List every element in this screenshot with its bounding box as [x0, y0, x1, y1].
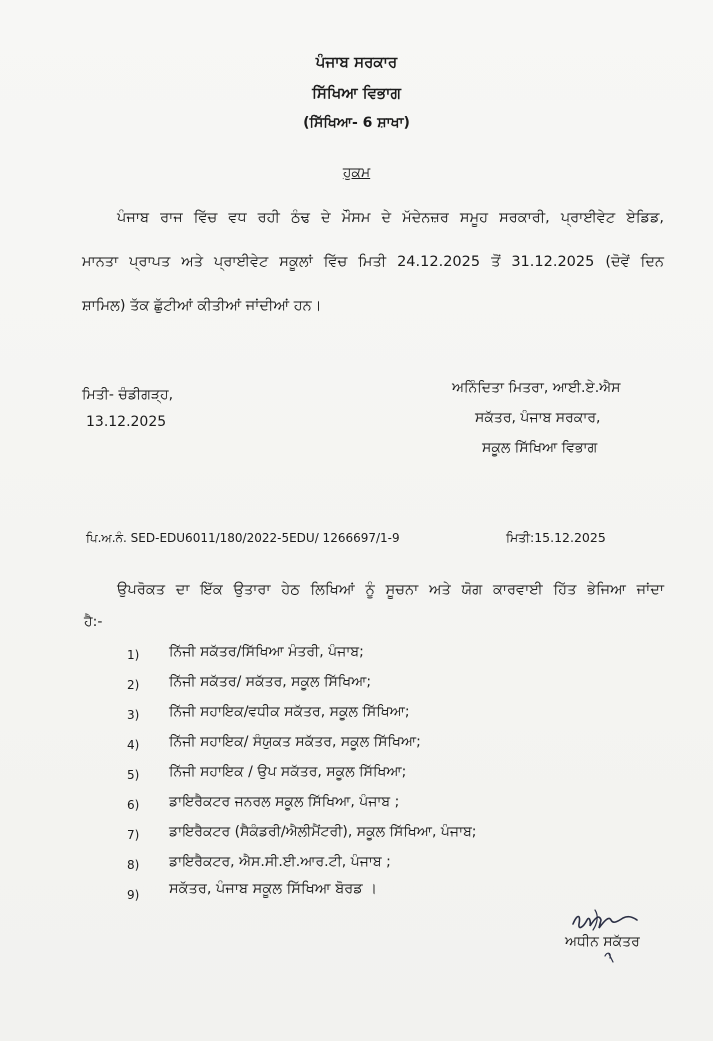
order-body-line-1: ਪੰਜਾਬ ਰਾਜ ਵਿੱਚ ਵਧ ਰਹੀ ਠੰਢ ਦੇ ਮੌਸਮ ਦੇ ਮੱਦੇਨਜ਼ਰ ਸਮੂਹ ਸਰਕਾਰੀ, ਪ੍ਰਾਈਵੇਟ ਏਡਿਡ,	[117, 210, 664, 226]
endorsement-intro-line-1: ਉਪਰੋਕਤ ਦਾ ਇੱਕ ਉਤਾਰਾ ਹੇਠ ਲਿਖਿਆਂ ਨੂੰ ਸੂਚਨਾ ਅਤੇ ਯੋਗ ਕਾਰਵਾਈ ਹਿੱਤ ਭੇਜਿਆ ਜਾਂਦਾ	[117, 582, 664, 598]
endorsement-reference-number: ਪਿ.ਅ.ਨੰ. SED-EDU6011/180/2022-5EDU/ 1266697/1-9	[86, 531, 400, 545]
list-item: ਡਾਇਰੈਕਟਰ ਜਨਰਲ ਸਕੂਲ ਸਿੱਖਿਆ, ਪੰਜਾਬ ;	[169, 794, 400, 810]
list-item: ਨਿੱਜੀ ਸਕੱਤਰ/ ਸਕੱਤਰ, ਸਕੂਲ ਸਿੱਖਿਆ;	[169, 674, 372, 690]
list-item-number: 7)	[127, 828, 140, 842]
list-item-number: 2)	[127, 678, 140, 692]
endorsement-intro-line-2: ਹੈ:-	[84, 614, 103, 630]
signatory-name: ਅਨਿੰਦਿਤਾ ਮਿਤਰਾ, ਆਈ.ਏ.ਐਸ	[452, 380, 621, 396]
list-item-number: 3)	[127, 708, 140, 722]
list-item-number: 8)	[127, 858, 140, 872]
endorsement-date: ਮਿਤੀ:15.12.2025	[506, 530, 606, 545]
list-item: ਨਿੱਜੀ ਸਹਾਇਕ/ਵਧੀਕ ਸਕੱਤਰ, ਸਕੂਲ ਸਿੱਖਿਆ;	[169, 704, 410, 720]
list-item-number: 9)	[127, 888, 140, 902]
order-body-line-2: ਮਾਨਤਾ ਪ੍ਰਾਪਤ ਅਤੇ ਪ੍ਰਾਈਵੇਟ ਸਕੂਲਾਂ ਵਿੱਚ ਮਿਤੀ 24.12.2025 ਤੋਂ 31.12.2025 (ਦੋਵੇਂ ਦਿਨ	[82, 254, 664, 270]
header-department: ਸਿੱਖਿਆ ਵਿਭਾਗ	[312, 84, 401, 102]
header-branch: (ਸਿੱਖਿਆ- 6 ਸ਼ਾਖਾ)	[303, 115, 410, 131]
header-government: ਪੰਜਾਬ ਸਰਕਾਰ	[315, 53, 398, 71]
list-item: ਸਕੱਤਰ, ਪੰਜਾਬ ਸਕੂਲ ਸਿੱਖਿਆ ਬੋਰਡ ।	[169, 881, 378, 897]
list-item: ਨਿੱਜੀ ਸਹਾਇਕ / ਉਪ ਸਕੱਤਰ, ਸਕੂਲ ਸਿੱਖਿਆ;	[169, 764, 407, 780]
order-title: ਹੁਕਮ	[342, 165, 371, 181]
signatory-designation: ਸਕੱਤਰ, ਪੰਜਾਬ ਸਰਕਾਰ,	[475, 410, 601, 426]
list-item-number: 4)	[127, 738, 140, 752]
list-item: ਡਾਇਰੈਕਟਰ (ਸੈਕੰਡਰੀ/ਐਲੀਮੈਂਟਰੀ), ਸਕੂਲ ਸਿੱਖਿਆ, ਪੰਜਾਬ;	[169, 824, 477, 840]
list-item-number: 1)	[127, 648, 140, 662]
order-body-line-3: ਸ਼ਾਮਿਲ) ਤੱਕ ਛੁੱਟੀਆਂ ਕੀਤੀਆਂ ਜਾਂਦੀਆਂ ਹਨ।	[82, 298, 322, 314]
list-item-number: 5)	[127, 768, 140, 782]
list-item: ਨਿੱਜੀ ਸਕੱਤਰ/ਸਿੱਖਿਆ ਮੰਤਰੀ, ਪੰਜਾਬ;	[169, 644, 364, 660]
signer-designation: ਅਧੀਨ ਸਕੱਤਰ	[565, 934, 640, 950]
order-place: ਮਿਤੀ- ਚੰਡੀਗੜ੍ਹ,	[82, 387, 174, 403]
list-item: ਨਿੱਜੀ ਸਹਾਇਕ/ ਸੰਯੁਕਤ ਸਕੱਤਰ, ਸਕੂਲ ਸਿੱਖਿਆ;	[169, 734, 421, 750]
list-item-number: 6)	[127, 798, 140, 812]
order-date: 13.12.2025	[86, 414, 167, 430]
signatory-department: ਸਕੂਲ ਸਿੱਖਿਆ ਵਿਭਾਗ	[482, 440, 598, 456]
list-item: ਡਾਇਰੈਕਟਰ, ਐਸ.ਸੀ.ਈ.ਆਰ.ਟੀ, ਪੰਜਾਬ ;	[169, 854, 391, 870]
